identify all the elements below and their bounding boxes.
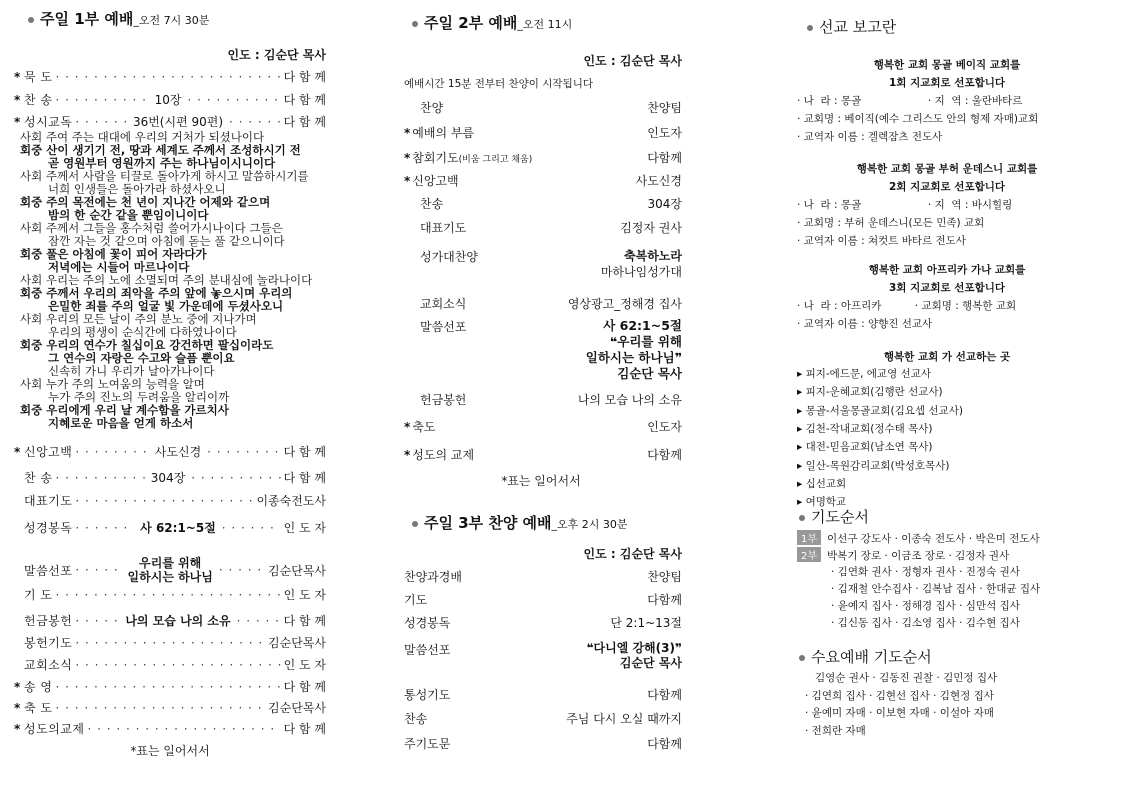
order-row <box>404 124 682 141</box>
leader-dots <box>75 636 265 650</box>
order-left <box>404 124 474 141</box>
support-item: ▸ 여명학교 <box>797 496 847 509</box>
order-row <box>404 568 682 585</box>
order-row <box>404 248 682 280</box>
order-label: 봉헌기도 <box>24 636 73 650</box>
leader-dots <box>56 93 149 107</box>
order-row <box>404 710 682 727</box>
leader-dots <box>75 563 121 577</box>
order-right <box>610 614 682 631</box>
church-detail: · 교역자 이름 : 쳐컷트 바타르 전도사 <box>797 235 966 247</box>
order-row <box>14 469 326 486</box>
order-value: 김순단 목사 <box>619 656 682 670</box>
bullet-icon <box>807 25 813 31</box>
order-detail: 우리를 위해 일하시는 하나님 <box>127 556 213 584</box>
wednesday-line: 김영순 권사 · 김동진 권찰 · 김민정 집사 <box>815 672 998 684</box>
prayer-names: 박복기 장로 · 이금조 장로 · 김정자 권사 <box>827 550 1010 562</box>
order-person: 인 도 자 <box>283 521 326 535</box>
order-person: 다 함 께 <box>283 680 326 694</box>
wednesday-line: · 윤예미 자매 · 이보현 자매 · 이설아 자매 <box>805 707 994 719</box>
order-right <box>647 418 682 435</box>
order-row <box>14 519 326 536</box>
reading-line: 누가 주의 진노의 두려움을 알리이까 <box>48 390 230 404</box>
pre-service-note: 예배시간 15분 전부터 찬양이 시작됩니다 <box>404 78 593 90</box>
order-right <box>647 99 682 116</box>
order-person: 김순단목사 <box>268 563 327 578</box>
support-item: ▸ 일산-목원감리교회(박성호목사) <box>797 459 950 472</box>
prayer-line <box>797 547 1009 563</box>
order-right <box>647 124 682 141</box>
reading-line: 사회 우리의 모든 날이 주의 분노 중에 지나가며 <box>20 312 257 326</box>
order-right <box>601 248 682 280</box>
order-label: 신앙고백 <box>412 174 459 188</box>
standing-mark: * <box>14 700 21 715</box>
third-service-title: 주일 3부 찬양 예배 <box>424 514 552 532</box>
order-label: 성도의교제 <box>24 722 85 736</box>
order-label: 찬양과경배 <box>404 570 462 584</box>
order-label: 교회소식 <box>420 297 467 311</box>
reading-line: 너희 인생들은 돌아가라 하셨사오니 <box>48 182 226 196</box>
church-title: 행복한 교회 몽골 부허 운데스니 교회를 <box>856 163 1038 175</box>
prayer-heading <box>799 506 869 527</box>
leader-dots <box>237 614 281 628</box>
order-label: 기 도 <box>24 588 53 602</box>
order-row <box>404 735 682 752</box>
order-label: 성도의 교제 <box>412 448 475 462</box>
leader-dots <box>75 521 134 535</box>
church-detail: · 나 라 : 아프리카 · 교회명 : 행복한 교회 <box>797 300 1017 312</box>
reading-line: 회중 풀은 아침에 꽃이 피어 자라다가 <box>20 247 207 261</box>
order-label: 참회기도 <box>412 151 459 165</box>
order-label: 예배의 부름 <box>412 126 475 140</box>
order-label: 대표기도 <box>420 221 467 235</box>
order-value: 김순단 목사 <box>617 366 682 381</box>
reading-line: 은밀한 죄를 주의 얼굴 빛 가운데에 두셨사오니 <box>48 299 284 313</box>
prayer-title: 기도순서 <box>811 508 869 526</box>
leader-dots <box>56 588 281 602</box>
order-right <box>566 710 682 727</box>
reading-line: 잠깐 자는 것 같으며 아침에 돋는 풀 같으니이다 <box>48 234 285 248</box>
support-item: ▸ 김천-작내교회(정수태 목사) <box>797 422 933 435</box>
standing-mark: * <box>404 420 411 434</box>
service-tag: 1부 <box>797 530 821 545</box>
order-right <box>647 446 682 463</box>
order-value: 찬양팀 <box>647 101 682 115</box>
order-detail: 304장 <box>150 471 186 485</box>
church-detail: · 교역자 이름 : 양향진 선교사 <box>797 318 933 330</box>
order-value: 마하나임성가대 <box>600 265 682 279</box>
order-label: 성가대찬양 <box>420 250 478 264</box>
first-service-title: 주일 1부 예배 <box>40 10 134 28</box>
order-label: 기도 <box>404 593 428 607</box>
church-detail: · 나 라 : 몽골 · 지 역 : 바시힐링 <box>797 199 1013 211</box>
first-service-time: _오전 7시 30분 <box>133 14 210 27</box>
leader-dots <box>75 494 253 508</box>
order-row <box>404 446 682 463</box>
order-row <box>404 686 682 703</box>
order-label: 헌금봉헌 <box>24 614 73 628</box>
second-service-standing-note: *표는 일어서서 <box>501 474 581 488</box>
reading-line: 사회 주여 주는 대대에 우리의 거처가 되셨나이다 <box>20 130 265 144</box>
leader-dots <box>56 680 281 694</box>
order-row <box>404 99 682 116</box>
order-person: 인 도 자 <box>283 588 326 602</box>
order-label: 신앙고백 <box>24 445 73 459</box>
order-label: 묵 도 <box>24 70 53 84</box>
leader-dots <box>191 471 280 485</box>
order-person: 다 함 께 <box>283 471 326 485</box>
order-value: 나의 모습 나의 소유 <box>577 393 682 407</box>
order-row <box>14 612 326 629</box>
responsive-reading <box>20 131 326 430</box>
order-value: 인도자 <box>647 420 682 434</box>
order-right <box>647 591 682 608</box>
order-detail: 사 62:1~5절 <box>140 521 216 535</box>
church-detail: · 교역자 이름 : 겔렉잠츠 전도사 <box>797 131 943 143</box>
order-label: 주기도문 <box>404 737 451 751</box>
order-row <box>14 634 326 651</box>
order-person: 김순단목사 <box>268 636 326 650</box>
leader-dots <box>219 563 265 577</box>
reading-line: 그 연수의 자랑은 수고와 슬픔 뿐이요 <box>48 351 235 365</box>
order-right <box>586 318 682 382</box>
wednesday-line: · 김연희 집사 · 김현선 집사 · 김현정 집사 <box>805 689 994 702</box>
order-row <box>14 443 326 460</box>
order-row <box>14 492 326 509</box>
church-title: 행복한 교회 아프리카 가나 교회를 <box>868 264 1026 276</box>
second-service-leader <box>404 52 682 69</box>
order-value: 다함께 <box>647 688 682 702</box>
first-service-standing-note: *표는 일어서서 <box>130 744 210 758</box>
second-service-title: 주일 2부 예배 <box>424 14 518 32</box>
order-value: 인도자 <box>647 126 682 140</box>
first-service-heading <box>28 8 209 29</box>
order-left <box>404 195 443 212</box>
order-right <box>568 295 682 312</box>
service-tag: 2부 <box>797 547 821 562</box>
leader-dots <box>75 445 148 459</box>
order-detail: 36번(시편 90편) <box>132 115 224 129</box>
reading-line: 회중 주께서 우리의 죄악을 주의 앞에 놓으시며 우리의 <box>20 286 293 300</box>
church-title: 행복한 교회 몽골 베이직 교회를 <box>873 59 1021 71</box>
order-label: 헌금봉헌 <box>420 393 467 407</box>
reading-line: 사회 주께서 사람을 티끌로 돌아가게 하시고 말씀하시기를 <box>20 169 309 183</box>
order-value: 일하시는 하나님❞ <box>585 350 682 365</box>
order-label: 성경봉독 <box>404 616 451 630</box>
church-detail: · 교회명 : 베이직(예수 그리스도 안의 형제 자매)교회 <box>797 113 1039 125</box>
order-detail: 나의 모습 나의 소유 <box>125 614 231 628</box>
order-label: 성경봉독 <box>24 521 73 535</box>
order-value: 다함께 <box>647 448 682 462</box>
mission-heading <box>807 16 896 37</box>
order-row <box>404 219 682 236</box>
order-row <box>14 586 326 603</box>
order-right <box>636 172 682 189</box>
wednesday-title: 수요예배 기도순서 <box>811 648 932 666</box>
order-label: 송 영 <box>24 680 53 694</box>
leader-text: 인도 : 김순단 목사 <box>227 48 326 62</box>
order-value: 축복하노라 <box>624 249 682 263</box>
mission-title: 선교 보고란 <box>819 18 897 36</box>
reading-line: 회중 우리의 연수가 칠십이요 강건하면 팔십이라도 <box>20 338 274 352</box>
reading-line: 사회 우리는 주의 노에 소멸되며 주의 분내심에 놀라나이다 <box>20 273 313 287</box>
support-title: 행복한 교회 가 선교하는 곳 <box>883 351 1011 363</box>
order-value: 다함께 <box>647 151 682 165</box>
order-row <box>404 591 682 608</box>
order-person: 김순단목사 <box>268 701 326 715</box>
order-detail: 사도신경 <box>154 445 202 459</box>
prayer-line <box>831 615 1020 630</box>
leader-dots <box>75 115 127 129</box>
order-label: 말씀선포 <box>24 563 73 578</box>
order-person: 다 함 께 <box>283 93 326 107</box>
church-declaration: 3회 지교회로 선포합니다 <box>888 282 1006 294</box>
order-person: 다 함 께 <box>283 115 326 129</box>
order-left <box>404 99 443 116</box>
prayer-names: · 김신동 집사 · 김소영 집사 · 김수현 집사 <box>831 617 1020 629</box>
order-person: 다 함 께 <box>283 445 326 459</box>
order-label: 말씀선포 <box>420 320 467 334</box>
order-label: 말씀선포 <box>404 643 451 657</box>
order-row <box>404 641 682 671</box>
order-label: 축 도 <box>24 701 53 715</box>
order-row <box>14 656 326 673</box>
prayer-line <box>831 581 1040 596</box>
church-declaration: 2회 지교회로 선포합니다 <box>888 181 1006 193</box>
order-label: 교회소식 <box>24 658 73 672</box>
leader-dots <box>87 722 280 736</box>
order-note: (비움 그리고 채움) <box>458 155 533 165</box>
order-left <box>404 149 532 166</box>
order-value: 주님 다시 오실 때까지 <box>566 712 682 726</box>
order-left <box>404 248 478 280</box>
order-left <box>404 295 466 312</box>
standing-mark: * <box>404 174 411 188</box>
first-service-leader <box>14 46 326 63</box>
order-right <box>647 568 682 585</box>
order-label: 찬 송 <box>24 471 53 485</box>
third-service-heading <box>412 512 628 533</box>
reading-line: 지혜로운 마음을 얻게 하소서 <box>48 416 194 430</box>
support-item: ▸ 십선교회 <box>797 477 847 490</box>
reading-line: 사회 누가 주의 노여움의 능력을 알며 <box>20 377 205 391</box>
leader-dots <box>229 115 281 129</box>
order-detail: 10장 <box>154 93 182 107</box>
leader-dots <box>207 445 280 459</box>
order-value: 사 62:1~5절 <box>603 318 682 333</box>
order-row <box>14 678 326 695</box>
order-right <box>620 219 682 236</box>
order-row <box>14 556 326 584</box>
order-left <box>404 446 474 463</box>
prayer-names: 이선구 강도사 · 이종숙 전도사 · 박은미 전도사 <box>827 533 1040 545</box>
leader-dots <box>56 701 266 715</box>
order-value: 304장 <box>647 197 682 211</box>
order-label: 통성기도 <box>404 688 451 702</box>
order-left <box>404 418 435 435</box>
standing-mark: * <box>14 69 21 84</box>
reading-line: 우리의 평생이 순식간에 다하였나이다 <box>48 325 237 339</box>
church-detail: · 교회명 : 부허 운데스니(모든 민족) 교회 <box>797 217 985 229</box>
prayer-line <box>831 598 1020 613</box>
order-label: 찬송 <box>420 197 444 211</box>
prayer-line <box>831 564 1020 579</box>
order-label: 찬 송 <box>24 93 53 107</box>
order-left <box>404 391 466 408</box>
standing-mark: * <box>14 444 21 459</box>
order-value: 김정자 권사 <box>620 221 682 235</box>
reading-line: 신속히 가니 우리가 날아가나이다 <box>48 364 215 378</box>
support-item: ▸ 피지-운혜교회(김행란 선교사) <box>797 386 943 399</box>
reading-line: 곧 영원부터 영원까지 주는 하나님이시니이다 <box>48 156 276 170</box>
prayer-names: · 윤예지 집사 · 정해경 집사 · 심만석 집사 <box>831 600 1020 612</box>
prayer-names: · 김재철 안수집사 · 김복남 집사 · 한대균 집사 <box>831 583 1041 595</box>
leader-dots <box>187 93 280 107</box>
reading-line: 회중 우리에게 우리 날 계수함을 가르치사 <box>20 403 229 417</box>
order-label: 축도 <box>412 420 436 434</box>
order-row <box>404 614 682 631</box>
standing-mark: * <box>14 114 21 129</box>
church-detail: · 나 라 : 몽골 · 지 역 : 울란바타르 <box>797 95 1023 107</box>
order-left <box>404 318 466 382</box>
order-value: 다함께 <box>647 593 682 607</box>
leader-dots <box>56 471 145 485</box>
reading-line: 밤의 한 순간 같을 뿐임이니이다 <box>48 208 209 222</box>
prayer-names: · 김연화 권사 · 정형자 권사 · 진정숙 권사 <box>831 566 1020 578</box>
order-row <box>404 418 682 435</box>
reading-line: 회중 주의 목전에는 천 년이 지나간 어제와 같으며 <box>20 195 271 209</box>
support-item: ▸ 피지-에드문, 에교영 선교사 <box>797 368 931 380</box>
reading-line: 사회 주께서 그들을 홍수처럼 쓸어가시나이다 그들은 <box>20 221 283 235</box>
leader-dots <box>222 521 281 535</box>
second-service-time: _오전 11시 <box>517 18 573 31</box>
bullet-icon <box>412 21 418 27</box>
order-label: 찬송 <box>404 712 428 726</box>
order-row <box>404 318 682 382</box>
church-declaration: 1회 지교회로 선포합니다 <box>888 77 1006 89</box>
order-left <box>404 219 466 236</box>
leader-dots <box>56 70 281 84</box>
order-right <box>647 149 682 166</box>
order-value: 단 2:1~13절 <box>610 616 682 630</box>
standing-mark: * <box>14 721 21 736</box>
order-value: 찬양팀 <box>647 570 682 584</box>
third-service-leader <box>404 545 682 562</box>
order-value: 다함께 <box>647 737 682 751</box>
order-label: 성시교독 <box>24 115 73 129</box>
order-person: 인 도 자 <box>283 658 326 672</box>
standing-mark: * <box>404 126 411 140</box>
order-row <box>404 149 682 166</box>
order-row <box>404 295 682 312</box>
third-service-time: _오후 2시 30분 <box>551 518 628 531</box>
support-item: ▸ 대전-믿음교회(남소연 목사) <box>797 441 933 454</box>
order-value: 영상광고_정해경 집사 <box>567 297 682 311</box>
order-person: 다 함 께 <box>283 70 326 84</box>
order-row <box>14 699 326 716</box>
standing-mark: * <box>14 92 21 107</box>
order-right <box>647 686 682 703</box>
bullet-icon <box>28 17 34 23</box>
order-right <box>648 195 683 212</box>
order-label: 찬양 <box>420 101 444 115</box>
reading-line: 저녁에는 시들어 마르나이다 <box>48 260 190 274</box>
leader-dots <box>75 658 280 672</box>
standing-mark: * <box>404 448 411 462</box>
order-row <box>404 195 682 212</box>
order-row <box>404 172 682 189</box>
bullet-icon <box>412 521 418 527</box>
standing-mark: * <box>404 151 411 165</box>
order-row <box>14 113 326 130</box>
leader-text: 인도 : 김순단 목사 <box>583 547 682 561</box>
standing-mark: * <box>14 679 21 694</box>
bullet-icon <box>799 655 805 661</box>
order-row <box>404 391 682 408</box>
order-person: 다 함 께 <box>283 722 326 736</box>
order-label: 대표기도 <box>24 494 73 508</box>
order-value: ❝우리를 위해 <box>609 334 682 349</box>
order-value: 사도신경 <box>635 174 682 188</box>
reading-line: 회중 산이 생기기 전, 땅과 세계도 주께서 조성하시기 전 <box>20 143 301 157</box>
leader-dots <box>75 614 119 628</box>
wednesday-line: · 전희란 자매 <box>805 724 866 737</box>
order-person: 다 함 께 <box>283 614 326 628</box>
order-row <box>14 68 326 85</box>
leader-text: 인도 : 김순단 목사 <box>583 54 682 68</box>
bullet-icon <box>799 515 805 521</box>
order-right <box>578 391 682 408</box>
support-item: ▸ 몽골-서울몽골교회(김요셉 선교사) <box>797 404 963 417</box>
order-right <box>647 735 682 752</box>
order-row <box>14 91 326 108</box>
wednesday-heading <box>799 646 932 667</box>
order-value: ❝다니엘 강해(3)❞ <box>586 641 682 655</box>
order-person: 이종숙전도사 <box>256 494 326 508</box>
second-service-heading <box>412 12 572 33</box>
order-row <box>14 720 326 737</box>
prayer-line <box>797 530 1040 546</box>
order-left <box>404 172 459 189</box>
order-right <box>586 641 682 671</box>
